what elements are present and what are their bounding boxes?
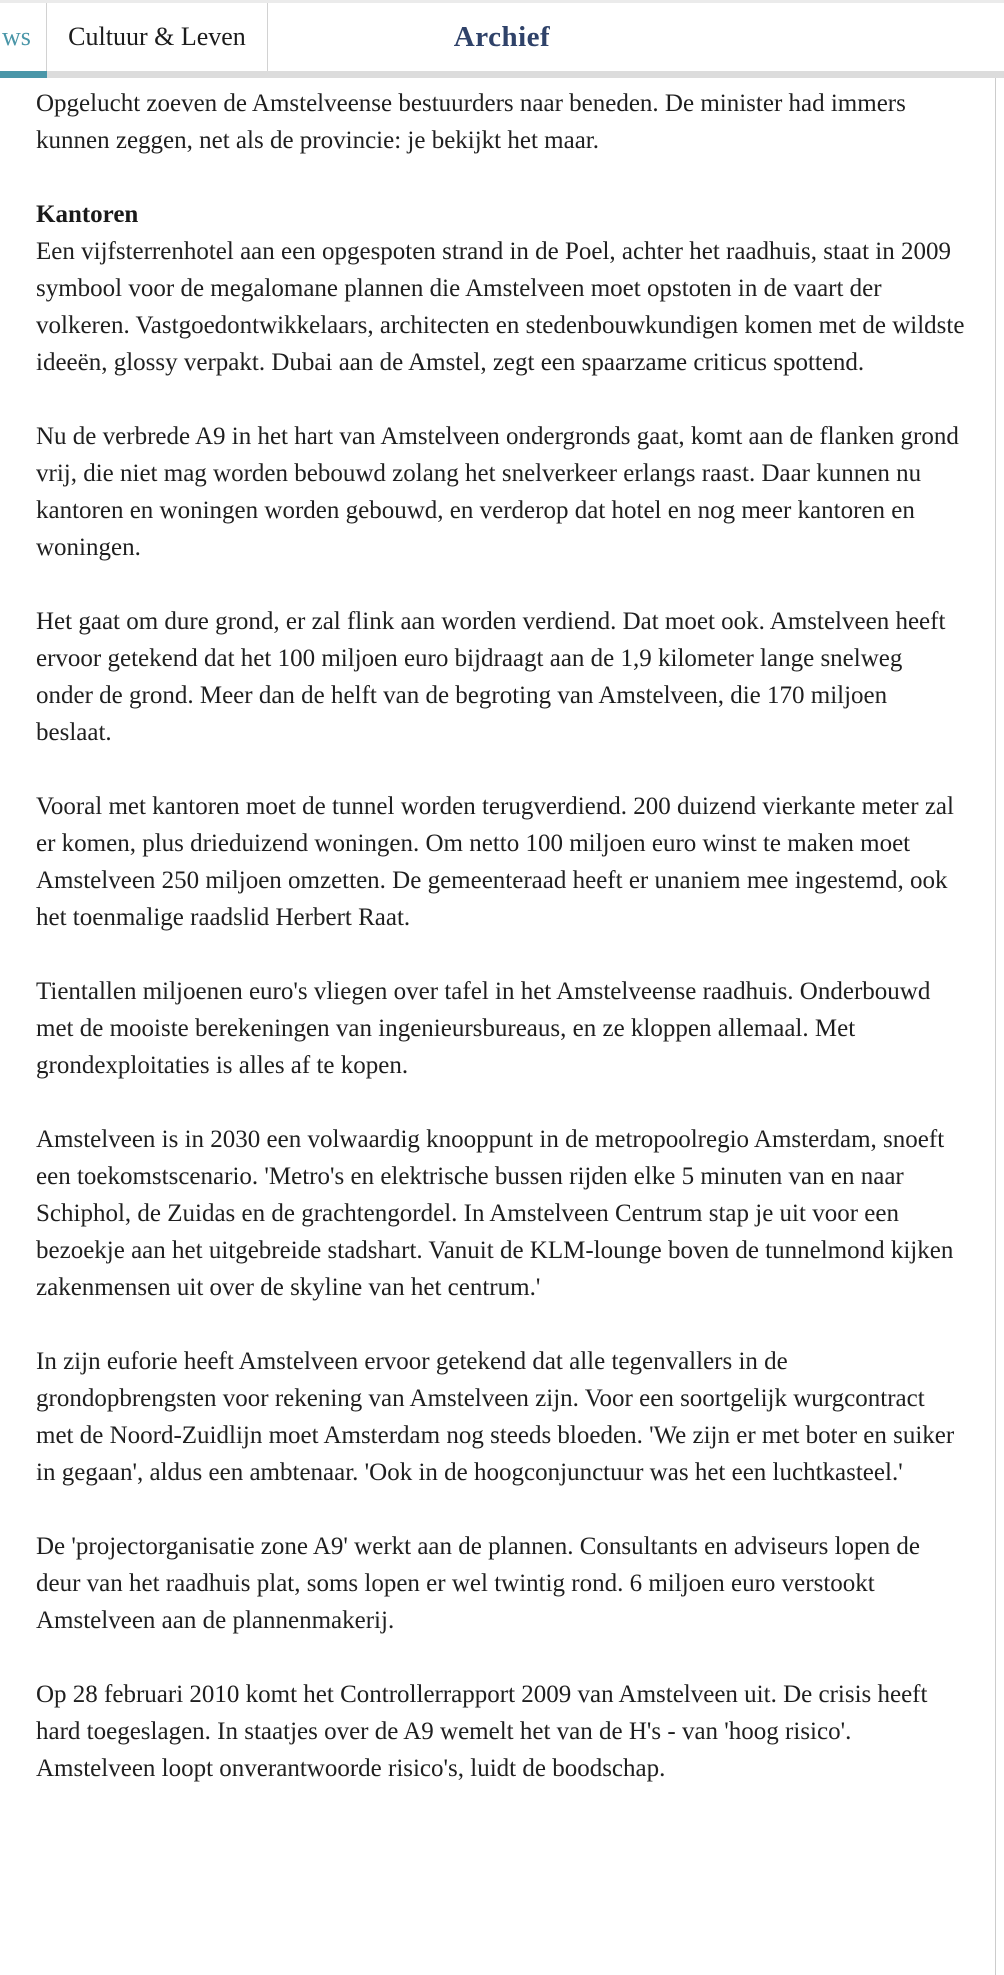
tab-underline-strip [0,71,1004,78]
article-paragraph: Vooral met kantoren moet de tunnel worden terugverdiend. 200 duizend vierkante meter zal er komen, plus drieduizend woningen. Om netto 100 miljoen euro winst te maken moet Amstelveen 250 miljoen omzetten. De gemeenteraad heeft er unaniem mee ingestemd, ook het toenmalige raadslid Herbert Raat. [36,793,954,931]
article-paragraph: Tientallen miljoenen euro's vliegen over tafel in het Amstelveense raadhuis. Onderbouwd met de mooiste berekeningen van ingenieursbureaus, en ze kloppen allemaal. Met grondexploitaties is alles af te kopen. [36,978,931,1079]
site-header [0,0,1004,78]
section-heading: Kantoren [36,201,139,228]
article-paragraph: De 'projectorganisatie zone A9' werkt aan de plannen. Consultants en adviseurs lopen de deur van het raadhuis plat, soms lopen er wel twintig rond. 6 miljoen euro verstookt Amstelveen aan de plannenmakerij. [36,1533,920,1634]
article-paragraph: In zijn euforie heeft Amstelveen ervoor getekend dat alle tegenvallers in de grondopbrengsten voor rekening van Amstelveen zijn. Voor een soortgelijk wurgcontract met de Noord-Zuidlijn moet Amsterdam nog steeds bloeden. 'We zijn er met boter en suiker in gegaan', aldus een ambtenaar. 'Ook in de hoogconjunctuur was het een luchtkasteel.' [36,1348,955,1486]
article-paragraph: Op 28 februari 2010 komt het Controllerrapport 2009 van Amstelveen uit. De crisis heeft hard toegeslagen. In staatjes over de A9 wemelt het van de H's - van 'hoog risico'. Amstelveen loopt onverantwoorde risico's, luidt de boodschap. [36,1681,928,1782]
tab-label: Cultuur & Leven [68,22,246,51]
article-paragraph: Amstelveen is in 2030 een volwaardig knooppunt in de metropoolregio Amsterdam, snoeft een toekomstscenario. 'Metro's en elektrische bussen rijden elke 5 minuten van en naar Schiphol, de Zuidas en de grachtengordel. In Amstelveen Centrum stap je uit voor een bezoekje aan het uitgebreide stadshart. Vanuit de KLM-lounge boven de tunnelmond kijken zakenmensen uit over de skyline van het centrum.' [36,1126,954,1301]
article-paragraph: Het gaat om dure grond, er zal flink aan worden verdiend. Dat moet ook. Amstelveen heeft ervoor getekend dat het 100 miljoen euro bijdraagt aan de 1,9 kilometer lange snelweg onder de grond. Meer dan de helft van de begroting van Amstelveen, die 170 miljoen beslaat. [36,608,946,746]
article-paragraph: Nu de verbrede A9 in het hart van Amstelveen ondergronds gaat, komt aan de flanken grond vrij, die niet mag worden bebouwd zolang het snelverkeer erlangs raast. Daar kunnen nu kantoren en woningen worden gebouwd, en verderop dat hotel en nog meer kantoren en woningen. [36,423,959,561]
tab-label: ws [2,22,31,51]
page-title[interactable]: Archief [453,20,551,53]
tab-cultuur-leven[interactable] [47,3,268,71]
article-body [0,78,996,1975]
tab-bar [0,3,1004,71]
active-tab-indicator [0,71,47,78]
article-paragraph: Opgelucht zoeven de Amstelveense bestuurders naar beneden. De minister had immers kunnen zeggen, net als de provincie: je bekijkt het maar. [36,90,906,154]
tab-nieuws-partial[interactable] [0,3,47,71]
article-paragraph: Een vijfsterrenhotel aan een opgespoten strand in de Poel, achter het raadhuis, staat in 2009 symbool voor de megalomane plannen die Amstelveen moet opstoten in de vaart der volkeren. Vastgoedontwikkelaars, architecten en stedenbouwkundigen komen met de wildste ideeën, glossy verpakt. Dubai aan de Amstel, zegt een spaarzame criticus spottend. [36,238,965,376]
